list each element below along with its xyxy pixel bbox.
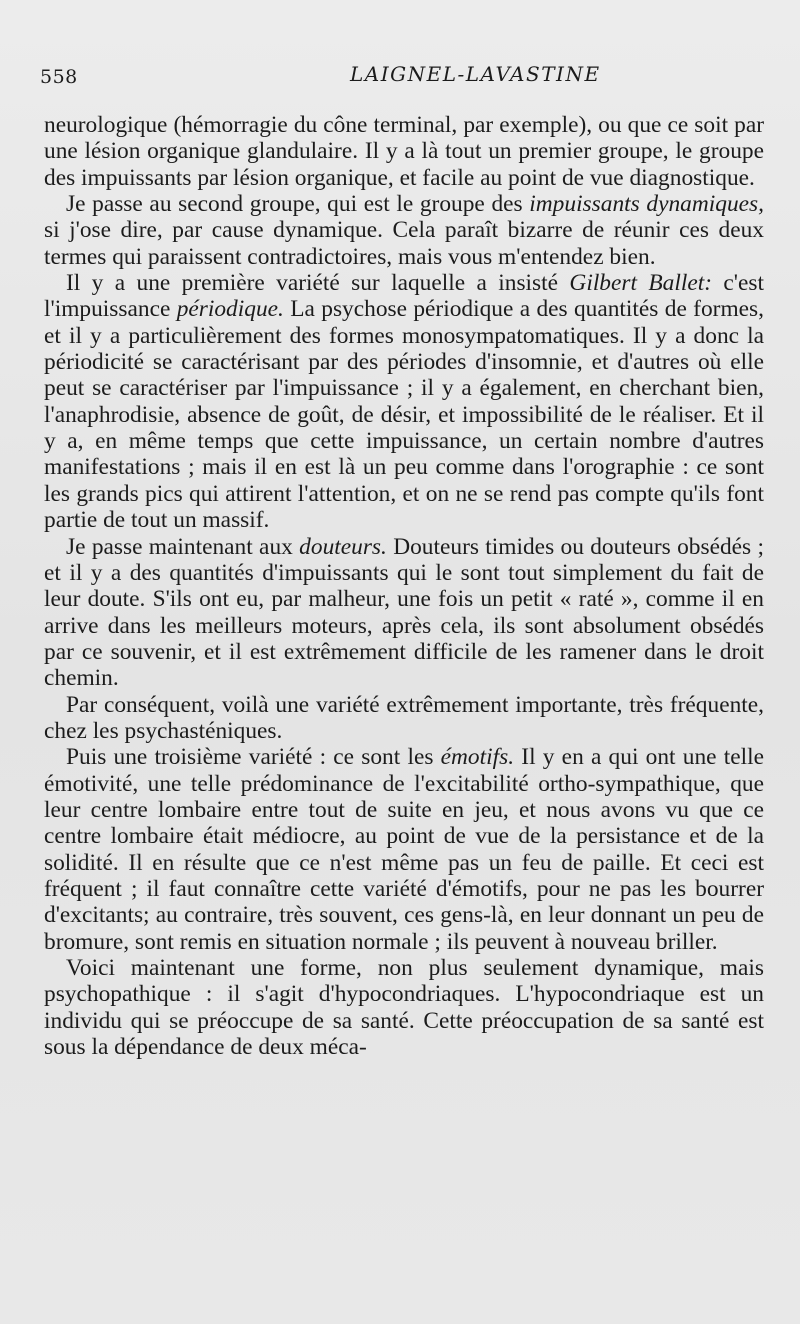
page-number: 558: [40, 66, 78, 88]
text-segment: La psychose périodique a des quantités de formes, et il y a particulièrement des formes monosympatomatiques. Il y a donc la périodicité se caractérisant par des périodes d'insomnie, et d'autres où elle peut se caractériser par l'impuissance ; il y a également, en cherchant bien, l'anaphrodisie, absence de goût, de désir, et impossibilité de le réaliser. Et il y a, en même temps que cette impuissance, un certain nombre d'autres manifestations ; mais il en est là un peu comme dans l'orographie : ce sont les grands pics qui attirent l'attention, et on ne se rend pas compte qu'ils font partie de tout un massif.: [44, 296, 764, 534]
paragraph: [44, 534, 764, 692]
text-segment: Puis une troisième variété : ce sont les: [66, 744, 441, 771]
paragraph: [44, 270, 764, 533]
text-segment: neurologique (hémorragie du cône terminal, par exemple), ou que ce soit par une lésion organique glandulaire. Il y a là tout un premier groupe, le groupe des impuissants par lésion organique, et facile au point de vue diagnostique.: [44, 112, 764, 191]
text-segment: c'est l'impuissance: [44, 270, 764, 323]
text-segment: si j'ose dire, par cause dynamique. Cela paraît bizarre de réunir ces deux termes qui paraissent contradictoires, mais vous m'entendez bien.: [44, 217, 764, 270]
text-segment: Il y a une première variété sur laquelle a insisté: [66, 270, 570, 297]
text-segment: Voici maintenant une forme, non plus seulement dynamique, mais psychopathique : il s'agit d'hypocondriaques. L'hypocondriaque est un individu qui se préoccupe de sa santé. Cette préoccupation de sa santé est sous la dépendance de deux méca-: [44, 955, 764, 1061]
page-header: [40, 62, 764, 92]
text-segment: Douteurs timides ou douteurs obsédés ; et il y a des quantités d'impuissants qui le sont tout simplement du fait de leur doute. S'ils ont eu, par malheur, une fois un petit « raté », comme il en arrive dans les meilleurs moteurs, après cela, ils sont absolument obsédés par ce souvenir, et il est extrêmement difficile de les ramener dans le droit chemin.: [44, 533, 764, 692]
paragraph: [44, 112, 764, 191]
text-segment: Je passe au second groupe, qui est le groupe des: [66, 191, 530, 218]
text-segment: Il y en a qui ont une telle émotivité, une telle prédominance de l'excitabilité ortho-sympathique, que leur centre lombaire entre tout de suite en jeu, et nous avons vu que ce centre lombaire était médiocre, au point de vue de la persistance et de la solidité. Il en résulte que ce n'est même pas un feu de paille. Et ceci est fréquent ; il faut connaître cette variété d'émotifs, pour ne pas les bourrer d'excitants; au contraire, très souvent, ces gens-là, en leur donnant un peu de bromure, sont remis en situation normale ; ils peuvent à nouveau briller.: [44, 744, 764, 955]
italic-term: émotifs.: [440, 744, 515, 771]
body-text: [44, 112, 764, 1060]
paragraph: [44, 692, 764, 745]
paragraph: [44, 191, 764, 270]
text-segment: Je passe maintenant aux: [66, 533, 300, 560]
paragraph: [44, 955, 764, 1060]
italic-term: impuissants dynamiques,: [529, 191, 764, 218]
italic-term: Gilbert Ballet:: [569, 270, 713, 297]
italic-term: périodique.: [176, 296, 284, 323]
running-head: LAIGNEL-LAVASTINE: [350, 62, 601, 86]
text-segment: Par conséquent, voilà une variété extrêmement importante, très fréquente, chez les psychasténiques.: [44, 691, 764, 744]
paragraph: [44, 744, 764, 955]
italic-term: douteurs.: [299, 533, 387, 560]
